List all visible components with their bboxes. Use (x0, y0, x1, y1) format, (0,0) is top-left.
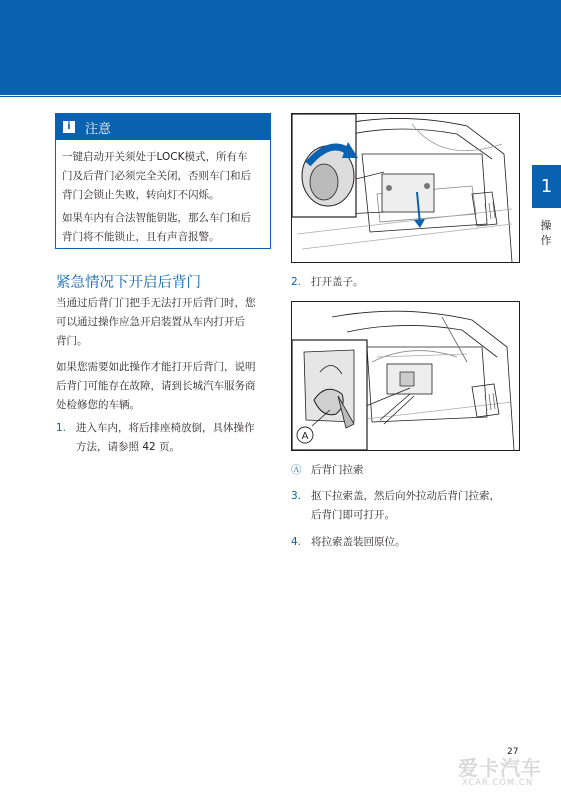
callout-a: A (301, 431, 309, 442)
watermark-url: XCAR.COM.CN (462, 778, 534, 788)
section-paragraph-2: 如果您需要如此操作才能打开后背门，说明 后背门可能存在故障，请到长城汽车服务商 处检修您的车辆。 (56, 361, 256, 411)
release-cable-illustration (292, 302, 519, 450)
step-2: 2. 打开盖子。 (291, 276, 364, 288)
chapter-number: 1 (540, 176, 553, 197)
caution-body (56, 140, 270, 247)
caution-title: 注意 (85, 121, 112, 137)
page-number: 27 (507, 747, 519, 757)
legend-a (291, 461, 521, 481)
caution-paragraph-2: 如果车内有合法智能钥匙，那么车门和后 背门将不能锁止，且有声音报警。 (62, 212, 251, 243)
step-1: 1. 进入车内，将后排座椅放倒，具体操作 方法，请参照 42 页。 (56, 422, 255, 453)
step-3: 3. 抠下拉索盖，然后向外拉动后背门拉索， 后背门即可打开。 (291, 490, 500, 521)
section-heading: 紧急情况下开启后背门 (56, 275, 201, 291)
watermark-logo: 爱卡汽车 (458, 756, 542, 780)
chapter-tab (532, 165, 561, 208)
figure-release-cable (291, 301, 520, 451)
figure-open-cover (291, 113, 520, 263)
caution-paragraph-1: 一键启动开关须处于LOCK模式，所有车 门及后背门必须完全关闭，否则车门和后 背门会锁止失败，转向灯不闪烁。 (62, 151, 251, 201)
header-band (0, 0, 561, 95)
chapter-label: 操 作 (540, 219, 552, 247)
section-paragraph-1: 当通过后背门门把手无法打开后背门时，您 可以通过操作应急开启装置从车内打开后 背门。 (56, 297, 256, 347)
cargo-area-illustration (292, 114, 519, 262)
info-icon: i (63, 121, 75, 133)
legend-symbol: Ⓐ (291, 464, 302, 476)
header-rule (0, 96, 561, 97)
caution-header (56, 114, 270, 140)
step-4: 4. 将拉索盖装回原位。 (291, 536, 406, 548)
caution-box (55, 113, 271, 249)
legend-text: 后背门拉索 (311, 464, 364, 476)
